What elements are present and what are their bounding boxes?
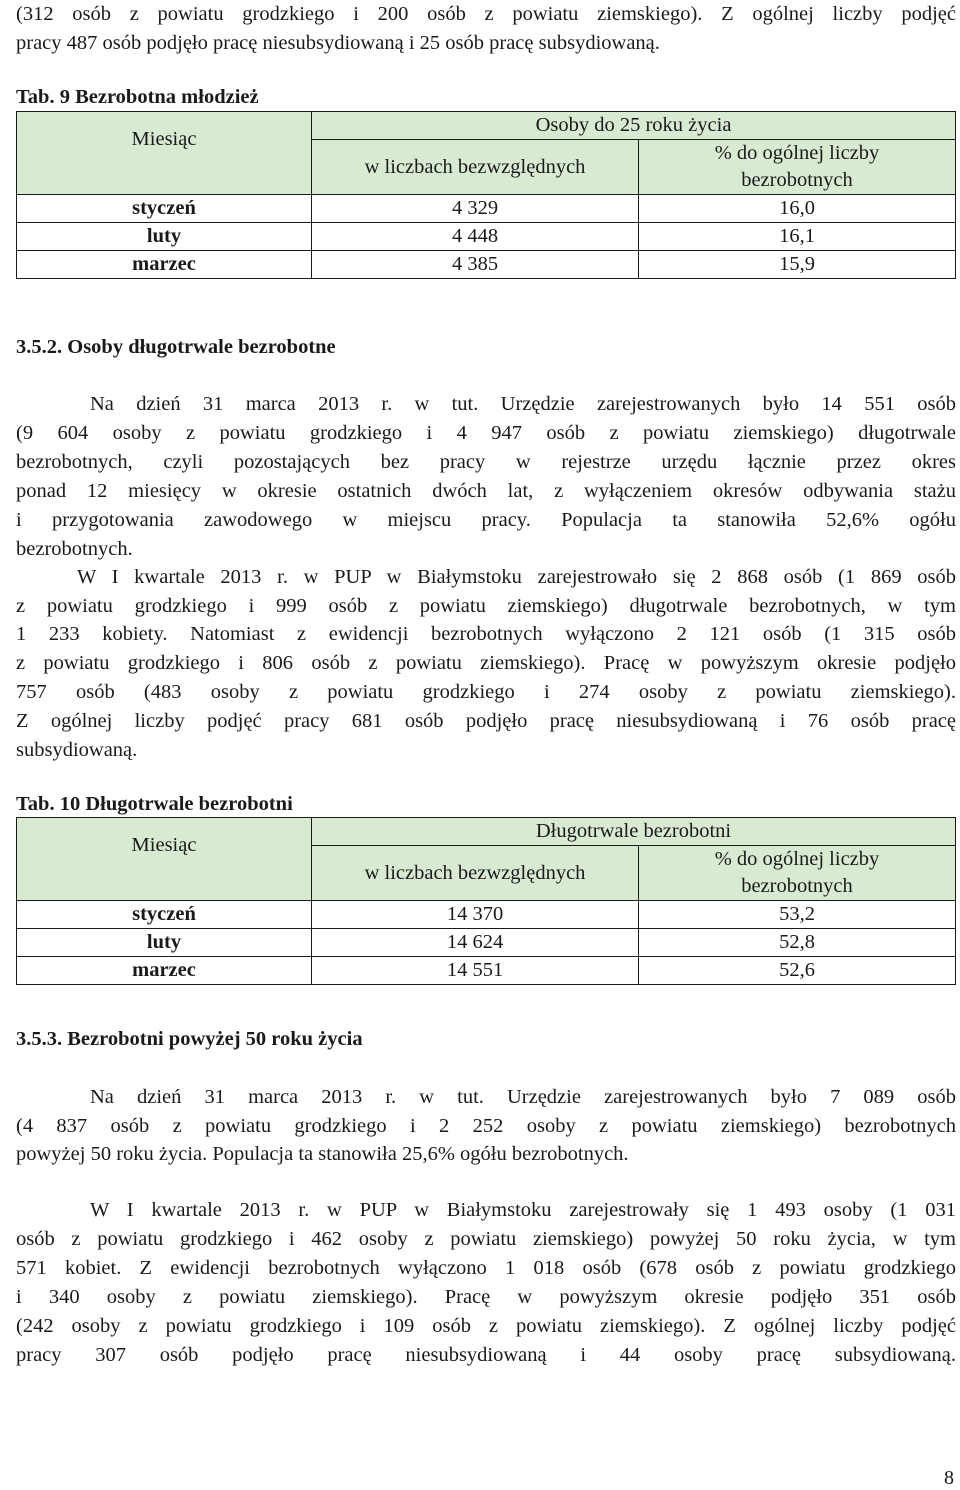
table10-group-header: Długotrwale bezrobotni bbox=[312, 818, 956, 846]
section353-para2-line3: 571 kobiet. Z ewidencji bezrobotnych wyłączono 1 018 osób (678 osób z powiatu grodzkiego bbox=[16, 1257, 956, 1279]
table10-row1-month: styczeń bbox=[17, 901, 312, 929]
section352-para1-line6: bezrobotnych. bbox=[16, 538, 133, 560]
table10-row1-abs: 14 370 bbox=[312, 901, 639, 929]
table-row bbox=[17, 223, 956, 251]
table10-row1-pct: 53,2 bbox=[639, 901, 956, 929]
table9-row2-abs: 4 448 bbox=[312, 223, 639, 251]
table9 bbox=[16, 111, 956, 279]
table9-row1-pct: 16,0 bbox=[639, 195, 956, 223]
section353-para1-line3: powyżej 50 roku życia. Populacja ta stanowiła 25,6% ogółu bezrobotnych. bbox=[16, 1143, 629, 1165]
table9-group-header: Osoby do 25 roku życia bbox=[312, 112, 956, 140]
table9-row2-pct: 16,1 bbox=[639, 223, 956, 251]
section352-para2-line2: z powiatu grodzkiego i 999 osób z powiatu ziemskiego) długotrwale bezrobotnych, w tym bbox=[16, 595, 956, 617]
table9-col-month bbox=[17, 112, 312, 195]
section352-para2-line4: z powiatu grodzkiego i 806 osób z powiatu ziemskiego). Pracę w powyższym okresie podjęło bbox=[16, 652, 956, 674]
section353-para2-line5: (242 osoby z powiatu grodzkiego i 109 osób z powiatu ziemskiego). Z ogólnej liczby podjęć bbox=[16, 1315, 956, 1337]
table9-row3-pct: 15,9 bbox=[639, 251, 956, 279]
table10-row2-month: luty bbox=[17, 929, 312, 957]
table9-col-month-label: Miesiąc bbox=[131, 127, 197, 150]
section353-para2-line1: W I kwartale 2013 r. w PUP w Białymstoku zarejestrowały się 1 493 osoby (1 031 bbox=[90, 1199, 956, 1221]
table10-col-month bbox=[17, 818, 312, 901]
section353-para1-line1: Na dzień 31 marca 2013 r. w tut. Urzędzie zarejestrowanych było 7 089 osób bbox=[90, 1086, 956, 1108]
table10-col-pct-line1: % do ogólnej liczby bbox=[714, 848, 880, 870]
page-number: 8 bbox=[944, 1467, 954, 1489]
section352-para2-line7: subsydiowaną. bbox=[16, 739, 138, 761]
table-row bbox=[17, 901, 956, 929]
section353-para2-line4: i 340 osoby z powiatu ziemskiego). Pracę w powyższym okresie podjęło 351 osób bbox=[16, 1286, 956, 1308]
table9-row1-month: styczeń bbox=[17, 195, 312, 223]
section352-para1-line1: Na dzień 31 marca 2013 r. w tut. Urzędzie zarejestrowanych było 14 551 osób bbox=[90, 393, 956, 415]
table9-row3-month: marzec bbox=[17, 251, 312, 279]
section352-para1-line3: bezrobotnych, czyli pozostających bez pracy w rejestrze urzędu łącznie przez okres bbox=[16, 451, 956, 473]
table10-col-pct bbox=[639, 846, 956, 901]
section352-para1-line5: i przygotowania zawodowego w miejscu pracy. Populacja ta stanowiła 52,6% ogółu bbox=[16, 509, 956, 531]
section352-para1-line2: (9 604 osoby z powiatu grodzkiego i 4 947 osób z powiatu ziemskiego) długotrwale bbox=[16, 422, 956, 444]
section353-para2-line2: osób z powiatu grodzkiego i 462 osoby z powiatu ziemskiego) powyżej 50 roku życia, w tym bbox=[16, 1228, 956, 1250]
table9-header-row bbox=[17, 112, 956, 140]
intro-line-2: pracy 487 osób podjęło pracę niesubsydiowaną i 25 osób pracę subsydiowaną. bbox=[16, 32, 660, 54]
table10-col-abs: w liczbach bezwzględnych bbox=[312, 846, 639, 901]
table9-col-pct-line1: % do ogólnej liczby bbox=[714, 142, 880, 164]
table10-row3-pct: 52,6 bbox=[639, 957, 956, 985]
table10-row2-abs: 14 624 bbox=[312, 929, 639, 957]
section353-para2-line6: pracy 307 osób podjęło pracę niesubsydiowaną i 44 osoby pracę subsydiowaną. bbox=[16, 1344, 956, 1366]
section352-para2-line6: Z ogólnej liczby podjęć pracy 681 osób podjęło pracę niesubsydiowaną i 76 osób pracę bbox=[16, 710, 956, 732]
table-row bbox=[17, 929, 956, 957]
table10-row3-month: marzec bbox=[17, 957, 312, 985]
table10 bbox=[16, 817, 956, 985]
table10-caption: Tab. 10 Długotrwale bezrobotni bbox=[16, 793, 293, 815]
section352-para1-line4: ponad 12 miesięcy w okresie ostatnich dwóch lat, z wyłączeniem okresów odbywania stażu bbox=[16, 480, 956, 502]
section352-para2-line3: 1 233 kobiety. Natomiast z ewidencji bezrobotnych wyłączono 2 121 osób (1 315 osób bbox=[16, 623, 956, 645]
table9-caption: Tab. 9 Bezrobotna młodzież bbox=[16, 86, 259, 108]
intro-line-1: (312 osób z powiatu grodzkiego i 200 osób z powiatu ziemskiego). Z ogólnej liczby podjęć bbox=[16, 3, 956, 25]
table10-row3-abs: 14 551 bbox=[312, 957, 639, 985]
table9-col-pct bbox=[639, 140, 956, 195]
table9-col-pct-line2: bezrobotnych bbox=[741, 169, 853, 191]
table-row bbox=[17, 251, 956, 279]
table10-row2-pct: 52,8 bbox=[639, 929, 956, 957]
section352-para2-line1: W I kwartale 2013 r. w PUP w Białymstoku zarejestrowało się 2 868 osób (1 869 osób bbox=[77, 566, 956, 588]
section353-para1-line2: (4 837 osób z powiatu grodzkiego i 2 252 osoby z powiatu ziemskiego) bezrobotnych bbox=[16, 1115, 956, 1137]
section352-para2-line5: 757 osób (483 osoby z powiatu grodzkiego i 274 osoby z powiatu ziemskiego). bbox=[16, 681, 956, 703]
section353-heading: 3.5.3. Bezrobotni powyżej 50 roku życia bbox=[16, 1028, 363, 1050]
table10-header-row bbox=[17, 818, 956, 846]
table10-col-month-label: Miesiąc bbox=[131, 833, 197, 856]
table9-row2-month: luty bbox=[17, 223, 312, 251]
table9-row3-abs: 4 385 bbox=[312, 251, 639, 279]
table-row bbox=[17, 195, 956, 223]
section352-heading: 3.5.2. Osoby długotrwale bezrobotne bbox=[16, 336, 336, 358]
table-row bbox=[17, 957, 956, 985]
table10-col-pct-line2: bezrobotnych bbox=[741, 875, 853, 897]
table9-row1-abs: 4 329 bbox=[312, 195, 639, 223]
table9-col-abs: w liczbach bezwzględnych bbox=[312, 140, 639, 195]
